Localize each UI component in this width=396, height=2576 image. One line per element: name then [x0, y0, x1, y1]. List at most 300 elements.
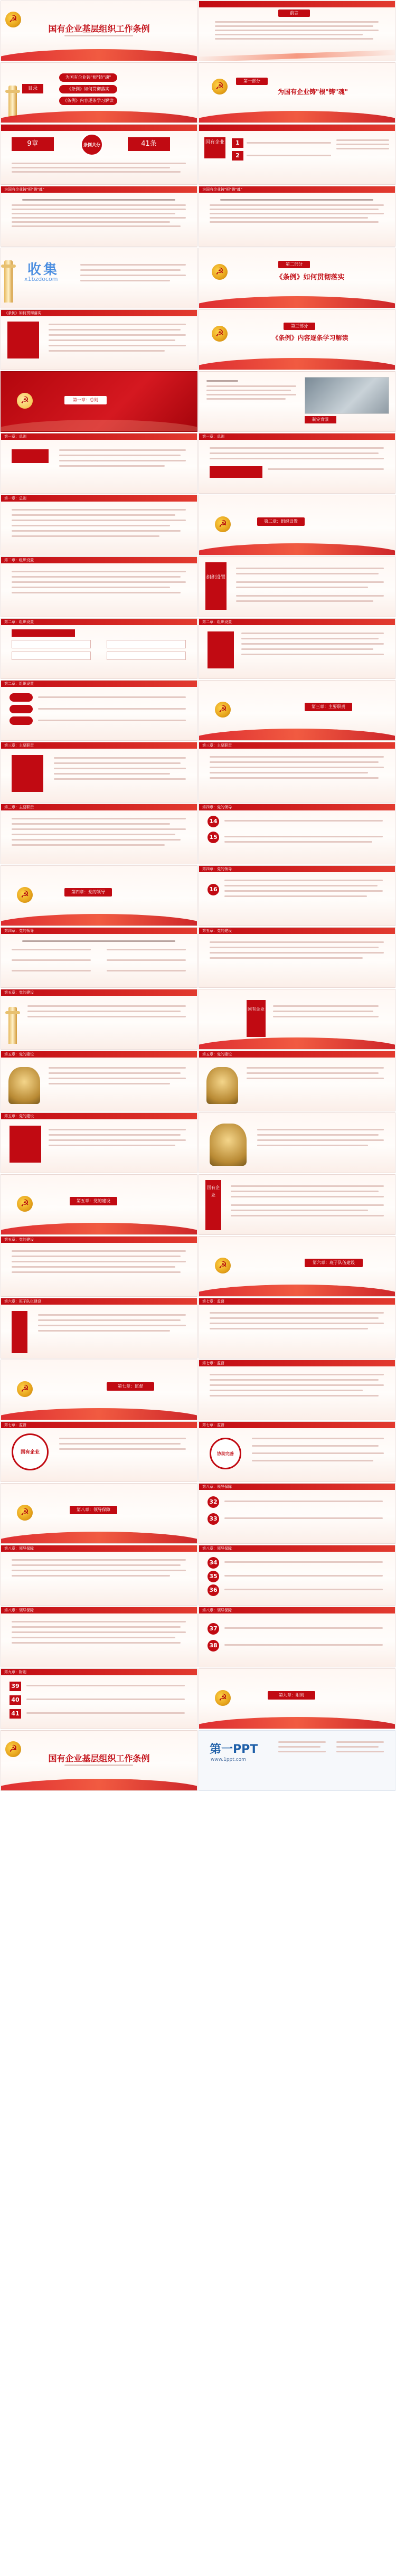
slide-ch7-detail-2[interactable] [199, 1360, 395, 1420]
text-line [336, 148, 389, 149]
text-line [257, 1134, 379, 1136]
slide-cover[interactable] [1, 1, 197, 61]
slide-ch2-detail-2[interactable] [1, 618, 197, 679]
slide-ch5-detail-3[interactable] [199, 1051, 395, 1111]
text-line [236, 573, 379, 574]
text-line [215, 30, 379, 31]
slide-watermark[interactable] [1, 248, 197, 308]
slide-soe[interactable] [199, 124, 395, 185]
text-line [12, 571, 186, 572]
brand-info-col-2 [336, 1741, 389, 1756]
text-line [12, 1642, 181, 1644]
slide-ch8-numbers-2[interactable] [199, 1545, 395, 1606]
text-line [252, 1452, 384, 1454]
side-red-panel [208, 631, 234, 668]
chapters-count: 9章 [12, 137, 54, 151]
slide-chapter-count[interactable] [1, 124, 197, 185]
text-line [12, 1271, 181, 1273]
slide-ch4-detail-1[interactable] [1, 927, 197, 988]
contents-item-1[interactable]: 为国有企业铸"根"铸"魂" [59, 73, 117, 82]
topbar-title: 第二章：组织设置 [4, 620, 34, 624]
slide-preface[interactable] [199, 1, 395, 61]
text-line [273, 1016, 379, 1017]
topbar-title: 第一章：总则 [4, 496, 26, 501]
chapter-9-title: 第九章：附则 [268, 1691, 315, 1700]
text-line [12, 959, 91, 961]
slide-chapter-1[interactable] [1, 371, 197, 432]
text-line [12, 217, 186, 219]
contents-item-3[interactable]: 《条例》内容逐条学习解读 [59, 97, 117, 105]
text-line [59, 449, 186, 451]
slide-topbar [199, 1607, 395, 1613]
slide-ch5-detail-5[interactable] [199, 1112, 395, 1173]
text-line [231, 1185, 384, 1187]
text-line [49, 1072, 181, 1074]
huabiao-pillar-icon [8, 86, 17, 117]
slide-ch8-numbers-3[interactable] [199, 1607, 395, 1667]
article-number: 14 [208, 816, 219, 827]
slide-ch8-detail-2[interactable] [1, 1607, 197, 1667]
text-line [49, 1139, 186, 1141]
text-line [12, 163, 186, 164]
text-line [210, 947, 379, 948]
article-number: 36 [208, 1584, 219, 1596]
huabiao-pillar-icon [8, 1007, 17, 1044]
text-line [12, 949, 91, 950]
text-line [27, 1011, 181, 1012]
text-line [224, 1575, 383, 1577]
text-line [107, 970, 186, 971]
text-line [12, 225, 181, 227]
red-wave-decoration [1, 914, 197, 926]
slide-ch7-badge[interactable] [1, 1421, 197, 1482]
topbar-title: 第八章：领导保障 [202, 1485, 232, 1489]
text-line [12, 828, 186, 830]
slide-ch5-detail-6[interactable] [1, 1236, 197, 1297]
text-line [224, 1589, 383, 1590]
chapter-4-title: 第四章：党的领导 [64, 888, 112, 897]
slide-implement[interactable] [1, 309, 197, 370]
text-line [12, 514, 175, 516]
slide-topbar [1, 557, 197, 563]
text-line [257, 1145, 368, 1146]
text-line [54, 773, 170, 775]
org-setup-label: 组织设置 [205, 562, 227, 610]
topbar-title: 第七章：监督 [202, 1423, 224, 1427]
text-line [12, 970, 91, 971]
text-line [12, 221, 170, 223]
text-line [210, 213, 384, 214]
text-line [247, 142, 331, 144]
stone-lion-icon [206, 1067, 238, 1104]
text-line [224, 880, 383, 881]
text-line [231, 1204, 384, 1206]
text-line [49, 345, 186, 346]
topbar-title: 第二章：组织设置 [202, 620, 232, 624]
article-number: 41 [10, 1709, 21, 1719]
text-line [215, 21, 379, 23]
text-line [80, 269, 181, 271]
text-line [80, 264, 186, 266]
slide-topbar [199, 928, 395, 934]
text-line [236, 595, 384, 597]
text-line [224, 1627, 383, 1629]
text-line [12, 535, 159, 537]
text-line [231, 1215, 384, 1216]
text-line [206, 394, 296, 395]
slide-ch8-numbers-1[interactable] [199, 1483, 395, 1544]
assist-badge: 协助完善 [210, 1438, 241, 1469]
slide-ch7-detail-1[interactable] [199, 1298, 395, 1358]
text-line [210, 952, 384, 954]
contents-item-2[interactable]: 《条例》如何贯彻落实 [59, 85, 117, 93]
text-line [236, 587, 368, 588]
slide-ch3-detail-2[interactable] [199, 742, 395, 803]
text-line [336, 1741, 384, 1743]
slide-ch2-detail-4[interactable] [1, 680, 197, 741]
chapter-6-title: 第六章：班子队伍建设 [305, 1259, 363, 1267]
text-line [252, 1460, 373, 1461]
side-red-panel [12, 755, 43, 792]
text-line [59, 465, 165, 467]
party-emblem-icon: ☭ [5, 1741, 21, 1757]
text-line [80, 280, 170, 281]
topbar-title: 《条例》如何贯彻落实 [4, 311, 41, 315]
text-line [38, 696, 186, 698]
slide-chapter-3[interactable] [199, 680, 395, 741]
soe-party-label: 国有企业 [247, 1000, 266, 1037]
text-line [49, 324, 186, 325]
text-line [210, 777, 379, 779]
slide-chapter-4[interactable] [1, 865, 197, 926]
slide-topbar [199, 433, 395, 440]
chapter-2-title: 第二章：组织设置 [257, 517, 305, 526]
text-line [12, 1250, 186, 1252]
topbar-title: 第五章：党的建设 [202, 929, 232, 933]
text-line [278, 1751, 326, 1752]
slide-topbar [1, 1298, 197, 1305]
red-wave-decoration [1, 111, 197, 123]
text-line [49, 1067, 186, 1069]
chapter-8-title: 第八章：领导保障 [70, 1506, 117, 1514]
slide-topbar [1, 1669, 197, 1675]
text-line [49, 329, 181, 331]
slide-soe-party[interactable] [199, 989, 395, 1050]
text-line [210, 1328, 368, 1329]
list-item [12, 652, 91, 660]
soe-badge: 国有企业 [12, 1433, 49, 1470]
brand-info-col-1 [278, 1741, 331, 1756]
slide-ch8-detail-1[interactable] [1, 1545, 197, 1606]
text-line [12, 1570, 186, 1571]
text-line [236, 568, 384, 569]
slide-chapter-8[interactable] [1, 1483, 197, 1544]
red-wave-decoration [1, 1223, 197, 1235]
text-line [210, 767, 384, 768]
topbar-title: 为国有企业铸"根"铸"魂" [202, 187, 242, 192]
party-emblem-icon: ☭ [17, 393, 33, 409]
text-line [236, 600, 373, 602]
text-line [220, 199, 373, 201]
text-line [210, 209, 379, 210]
text-line [38, 1314, 186, 1316]
slide-topbar [1, 1113, 197, 1119]
slide-part-two[interactable] [199, 248, 395, 308]
text-line [224, 1517, 383, 1519]
text-line [224, 841, 372, 843]
text-line [12, 581, 186, 583]
party-emblem-icon: ☭ [215, 516, 231, 532]
slide-ch5-intro[interactable] [199, 927, 395, 988]
slide-ch2-detail-3[interactable] [199, 618, 395, 679]
text-line [210, 756, 384, 758]
topbar-title: 第四章：党的领导 [4, 929, 34, 933]
topbar-title: 第五章：党的建设 [202, 1052, 232, 1056]
text-line [210, 772, 368, 773]
slide-topbar [1, 928, 197, 934]
text-line [210, 1395, 379, 1396]
text-line [215, 34, 363, 35]
slide-topbar [199, 1298, 395, 1305]
text-line [27, 1005, 186, 1007]
text-line [224, 1644, 383, 1646]
article-number: 32 [208, 1496, 219, 1508]
slide-ch5-detail-1[interactable] [1, 989, 197, 1050]
slide-ch3-detail-3[interactable] [1, 804, 197, 864]
text-line [336, 139, 389, 141]
watermark-text: 收集 [27, 262, 60, 278]
text-line [210, 458, 384, 459]
text-line [59, 1438, 186, 1439]
topbar-title: 第二章：组织设置 [4, 682, 34, 686]
text-line [215, 38, 373, 40]
text-line [12, 1575, 170, 1577]
text-line [210, 1323, 384, 1324]
slide-chapter-7-split[interactable] [1, 1360, 197, 1420]
slide-topbar [1, 433, 197, 440]
slide-ch1-detail-1[interactable] [1, 433, 197, 494]
preface-title: 前言 [278, 10, 310, 17]
slide-topbar [199, 1051, 395, 1058]
side-red-panel [7, 322, 39, 358]
closing-title: 国有企业基层组织工作条例 [48, 1753, 150, 1763]
party-emblem-icon: ☭ [215, 1690, 231, 1706]
slide-ch4-numbers-2[interactable] [199, 865, 395, 926]
text-line [273, 1011, 373, 1012]
slide-chapter-5[interactable] [1, 1174, 197, 1235]
topbar-title: 第八章：领导保障 [202, 1608, 232, 1612]
text-line [12, 520, 186, 521]
highlight-box [210, 466, 262, 478]
text-line [210, 1317, 379, 1319]
step-pill [10, 693, 33, 702]
red-wave-decoration [199, 729, 395, 741]
topbar-title: 第二章：组织设置 [4, 558, 34, 562]
text-line [12, 844, 165, 846]
red-wave-decoration [199, 111, 395, 123]
party-emblem-icon: ☭ [215, 1258, 231, 1273]
party-emblem-icon: ☭ [5, 12, 21, 27]
red-wave-decoration [199, 543, 395, 555]
topbar-title: 第五章：党的建设 [4, 990, 34, 995]
text-line [54, 778, 186, 780]
brand-url[interactable]: www.1ppt.com [211, 1757, 246, 1762]
slide-topbar [1, 1422, 197, 1428]
text-line [247, 1067, 384, 1069]
text-line [26, 1699, 185, 1700]
topbar-title: 第五章：党的建设 [4, 1238, 34, 1242]
slide-ch1-detail-2[interactable] [199, 433, 395, 494]
text-line [12, 204, 186, 206]
topbar-title: 第七章：监督 [4, 1423, 26, 1427]
list-item [107, 640, 186, 648]
text-line [241, 643, 384, 645]
part-two-label: 第二部分 [278, 261, 310, 268]
stone-lion-icon [210, 1124, 247, 1166]
party-emblem-icon: ☭ [215, 702, 231, 718]
slide-ch4-numbers-1[interactable] [199, 804, 395, 864]
slide-ch6-detail-1[interactable] [1, 1298, 197, 1358]
topbar-title: 第三章：主要职责 [4, 743, 34, 748]
slide-topbar [199, 742, 395, 749]
text-line [12, 1266, 175, 1268]
text-line [268, 468, 384, 470]
topbar-title: 第一章：总则 [4, 435, 26, 439]
text-line [336, 1746, 379, 1748]
text-line [26, 1685, 185, 1686]
slide-brand[interactable] [199, 1730, 395, 1791]
slide-forged-2[interactable] [199, 186, 395, 247]
text-line [54, 762, 181, 764]
slide-org-setup[interactable] [199, 556, 395, 617]
slide-topbar [1, 989, 197, 996]
text-line [12, 818, 186, 819]
building-photo [305, 377, 389, 414]
slide-chapter-2[interactable] [199, 495, 395, 555]
topbar-title: 第三章：主要职责 [202, 743, 232, 748]
party-emblem-icon: ☭ [17, 887, 33, 903]
red-wave-decoration [199, 296, 395, 308]
side-red-panel [10, 1126, 41, 1163]
party-emblem-icon: ☭ [212, 264, 228, 280]
part-two-title: 《条例》如何贯彻落实 [276, 273, 345, 281]
topbar-title: 第九章：附则 [4, 1670, 26, 1674]
red-wave-decoration [199, 1717, 395, 1729]
article-number: 39 [10, 1682, 21, 1691]
topbar-title: 第七章：监督 [202, 1299, 224, 1304]
red-wave-decoration [1, 1779, 197, 1791]
text-line [231, 1196, 384, 1197]
slide-background[interactable] [199, 371, 395, 432]
slide-closing[interactable] [1, 1730, 197, 1791]
text-line [210, 447, 384, 449]
cover-title: 国有企业基层组织工作条例 [48, 24, 150, 34]
text-line [12, 1256, 181, 1257]
text-line [49, 1134, 181, 1136]
slide-ch1-detail-3[interactable] [1, 495, 197, 555]
contents-title: 目录 [22, 84, 43, 93]
text-line [12, 1637, 175, 1638]
topbar-title: 第八章：领导保障 [4, 1608, 34, 1612]
text-line [12, 509, 186, 511]
text-line [231, 1210, 368, 1211]
slide-ch5-detail-4[interactable] [1, 1112, 197, 1173]
point-marker: 2 [232, 151, 243, 161]
text-line [12, 834, 175, 835]
text-line [26, 1712, 185, 1714]
text-line [210, 941, 384, 943]
slide-contents[interactable] [1, 62, 197, 123]
text-line [236, 581, 384, 583]
text-line [210, 204, 384, 206]
chapter-3-title: 第三章：主要职责 [305, 703, 352, 711]
slide-part-one[interactable] [199, 62, 395, 123]
text-line [38, 1330, 170, 1332]
red-wave-decoration [1, 1408, 197, 1420]
text-line [257, 1139, 384, 1141]
part-one-title: 为国有企业铸"根"铸"魂" [277, 88, 348, 96]
slide-ch2-detail-1[interactable] [1, 556, 197, 617]
article-number: 40 [10, 1695, 21, 1705]
text-line [252, 1438, 384, 1439]
party-emblem-icon: ☭ [17, 1196, 33, 1212]
text-line [12, 576, 181, 578]
chapter-5-title: 第五章：党的建设 [70, 1197, 117, 1205]
text-line [49, 350, 165, 352]
slide-topbar [199, 1360, 395, 1366]
text-line [278, 1741, 326, 1743]
slide-forged-1[interactable] [1, 186, 197, 247]
slide-chapter-6[interactable] [199, 1236, 395, 1297]
text-line [59, 455, 181, 456]
part-three-label: 第三部分 [284, 323, 315, 330]
text-line [206, 390, 291, 391]
slide-ch5-detail-2[interactable] [1, 1051, 197, 1111]
text-line [12, 525, 170, 526]
article-number: 35 [208, 1571, 219, 1582]
slide-ch9-numbers[interactable] [1, 1668, 197, 1729]
slide-chapter-9[interactable] [199, 1668, 395, 1729]
slide-topbar [199, 186, 395, 193]
text-line [210, 1379, 379, 1381]
slide-soe-party-building[interactable] [199, 1174, 395, 1235]
slide-ch3-detail-1[interactable] [1, 742, 197, 803]
part-one-label: 第一部分 [236, 78, 268, 85]
side-red-panel [12, 1311, 27, 1353]
slide-assist[interactable] [199, 1421, 395, 1482]
slide-part-three[interactable] [199, 309, 395, 370]
text-line [12, 1559, 186, 1561]
list-item [12, 640, 91, 648]
text-line [12, 209, 186, 210]
topbar-title: 第六章：班子队伍建设 [4, 1299, 41, 1304]
text-line [54, 757, 186, 759]
slide-topbar [1, 310, 197, 316]
text-line [224, 890, 383, 892]
text-line [12, 171, 181, 173]
text-line [224, 885, 378, 886]
text-line [224, 820, 383, 822]
text-line [210, 957, 363, 959]
list-item [107, 652, 186, 660]
slide-topbar [1, 1051, 197, 1058]
text-line [12, 1261, 186, 1262]
background-title: 制定背景 [305, 416, 336, 423]
text-line [241, 648, 373, 650]
slide-topbar [1, 1607, 197, 1613]
text-line [210, 452, 379, 454]
text-line [206, 380, 238, 382]
